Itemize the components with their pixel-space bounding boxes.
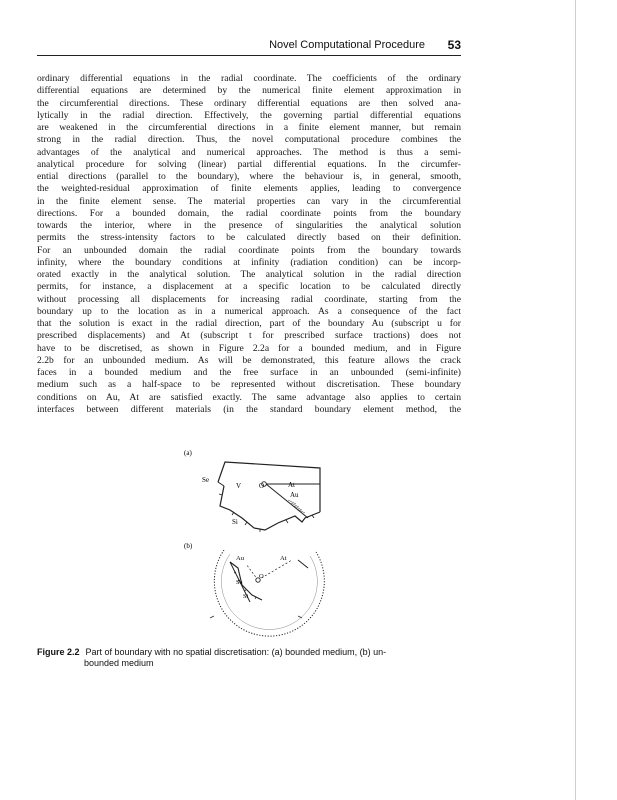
body-line: that the solution is exact in the radial direction, part of the boundary Au (subscript u for xyxy=(37,318,461,329)
header-rule xyxy=(37,55,461,56)
header-title: Novel Computational Procedure xyxy=(269,39,425,51)
body-line: prescribed displacements) and At (subscript t for prescribed surface tractions) does not xyxy=(37,330,461,342)
body-line: analytical procedure for solving (linear) partial differential equations. In the circumfer- xyxy=(37,158,461,170)
body-line: in the finite element sense. The material properties can vary in the circumferential xyxy=(37,195,461,207)
label-au-b: Au xyxy=(236,555,244,562)
body-line: have to be discretised, as shown in Figure 2.2a for a bounded medium, and in Figure xyxy=(37,342,461,354)
body-line: advantages of the analytical and numerical approaches. The method is thus a semi- xyxy=(37,146,461,158)
body-line: conditions on Au, At are satisfied exactly. The same advantage also applies to certain xyxy=(37,391,461,403)
body-line: faces in a bounded medium and the free surface in an unbounded (semi-infinite) xyxy=(37,367,461,378)
caption-label: Figure 2.2 xyxy=(37,647,80,657)
body-line: infinity, where the boundary conditions at infinity (radiation condition) can be incorp- xyxy=(37,256,461,268)
label-v: V xyxy=(236,482,242,490)
body-line: towards the interior, where in the presence of singularities the analytical solution xyxy=(37,220,461,231)
figure-caption xyxy=(37,647,467,669)
body-line: orated exactly in the analytical solution. The analytical solution in the radial direction xyxy=(37,269,461,280)
body-line: the circumferential directions. These ordinary differential equations are then solved ana- xyxy=(37,97,461,109)
label-o-b: O xyxy=(259,573,264,580)
label-si-a: Si xyxy=(232,518,238,526)
body-line: ordinary differential equations in the radial coordinate. The coefficients of the ordinary xyxy=(37,73,461,84)
panel-a-label: (a) xyxy=(184,449,192,457)
body-line: boundary up to the location as in a numerical approach. As a consequence of the fact xyxy=(37,305,461,317)
body-line: directions. For a bounded domain, the radial coordinate points from the boundary xyxy=(37,207,461,219)
running-header xyxy=(37,38,461,54)
label-at-b: At xyxy=(280,555,287,562)
label-at-a: At xyxy=(288,481,295,489)
panel-b-label: (b) xyxy=(184,542,193,550)
body-line: For an unbounded domain the radial coordinate points from the boundary towards xyxy=(37,244,461,256)
body-line: medium such as a half-space to be represented without discretisation. These boundary xyxy=(37,379,461,391)
label-si-b: Si xyxy=(243,593,249,600)
label-o-a: O xyxy=(259,482,265,490)
body-line: are weakened in the circumferential directions in a finite element manner, but remain xyxy=(37,122,461,133)
body-line: permits, for instance, a displacement at a specific location to be calculated directly xyxy=(37,281,461,293)
body-line: lytically in the radial direction. Effectively, the governing partial differential equations xyxy=(37,109,461,121)
page-number: 53 xyxy=(447,38,461,52)
body-line: permits the stress-intensity factors to be calculated directly based on their definition. xyxy=(37,232,461,244)
label-au-a: Au xyxy=(290,491,299,499)
label-se-a: Se xyxy=(202,476,209,484)
body-line: ential directions (parallel to the boundary), where the behaviour is, in general, smooth, xyxy=(37,171,461,182)
body-line: strong in the radial direction. Thus, the novel computational procedure combines the xyxy=(37,134,461,146)
figure-2-2 xyxy=(150,440,350,640)
body-line: the weighted-residual approximation of finite elements applies, leading to convergence xyxy=(37,183,461,195)
caption-line-2: bounded medium xyxy=(84,658,154,668)
body-text xyxy=(37,73,461,416)
body-line: without processing all displacements for increasing radial coordinate, starting from the xyxy=(37,293,461,305)
page-edge xyxy=(575,0,576,800)
panel-b-drawing xyxy=(210,550,324,636)
body-line: interfaces between different materials (in the standard boundary element method, the xyxy=(37,403,461,415)
body-line: 2.2b for an unbounded medium. As will be demonstrated, this feature allows the crack xyxy=(37,354,461,366)
body-line: differential equations are determined by the numerical finite element approximation in xyxy=(37,85,461,97)
label-se-b: Se xyxy=(236,579,243,586)
caption-line-1: Part of boundary with no spatial discretisation: (a) bounded medium, (b) un- xyxy=(85,647,387,657)
